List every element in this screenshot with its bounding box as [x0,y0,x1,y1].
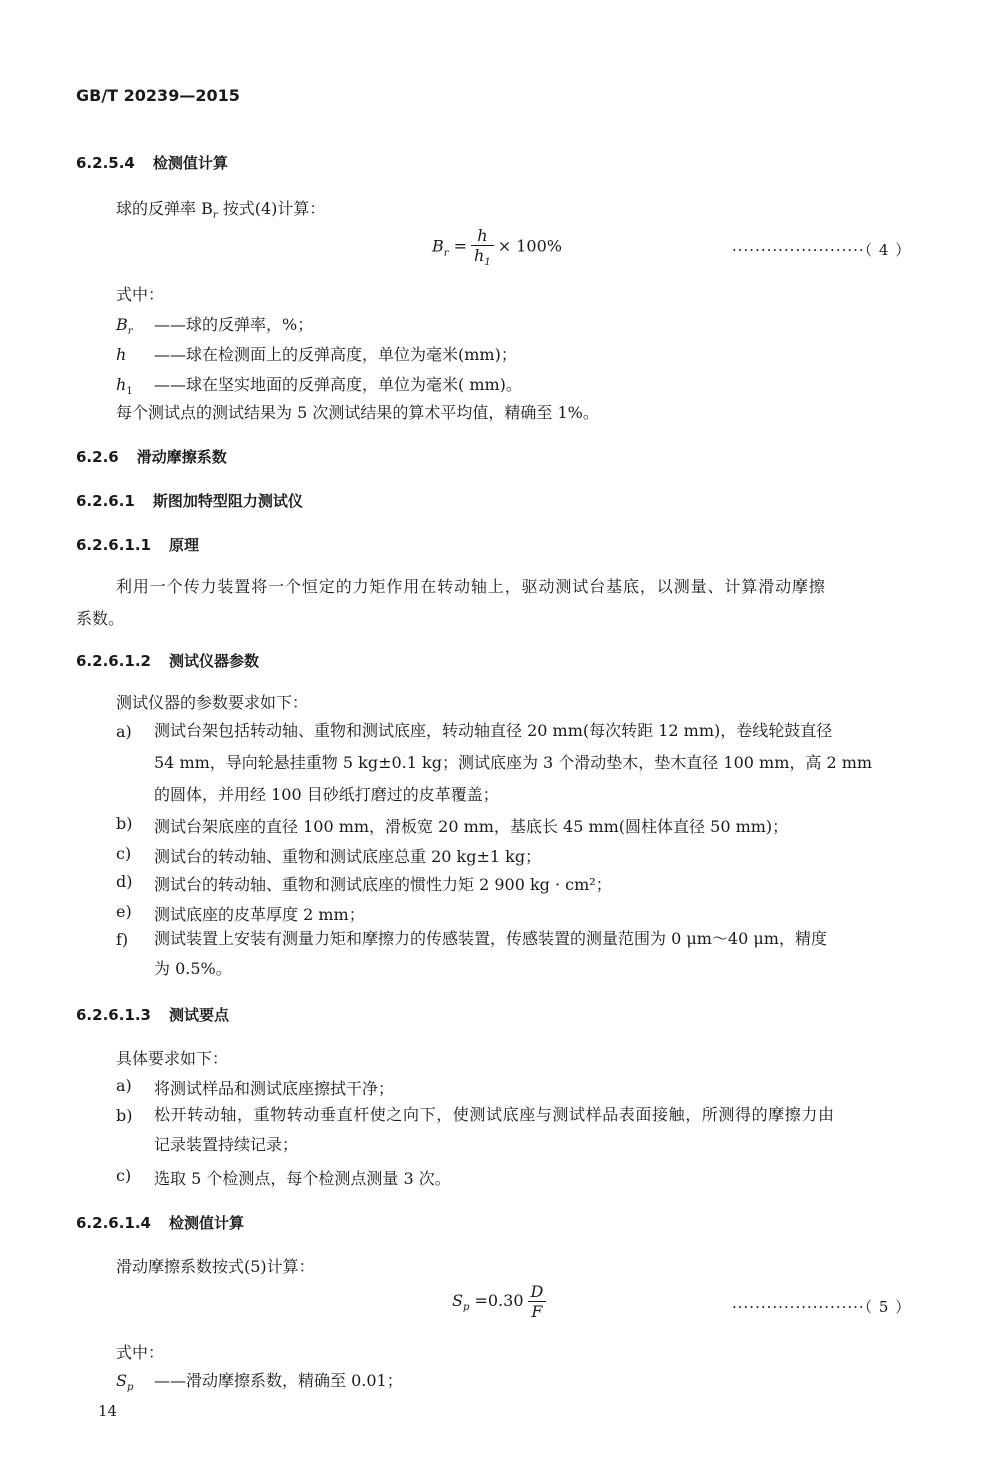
eq-equals: = [448,236,468,256]
intro-sub: r [212,210,218,222]
page-number: 14 [98,1402,118,1420]
list-item-a: a) 测试台架包括转动轴、重物和测试底座，转动轴直径 20 mm(每次转距 12 mm)，卷线轮鼓直径 54 mm，导向轮悬挂重物 5 kg±0.1 kg；测试底座为 3 个滑动垫木，垫木直径 100 mm，高 2 mm 的圆体，并用经 100 目砂纸打磨过的皮革覆盖； [116,721,873,804]
eq-lhs: B [432,236,444,256]
formula-4 [432,226,562,268]
definition-br: $B_r$ ——球的反弹率，%； [116,315,314,338]
section-title: 检测值计算 [152,154,228,172]
fraction: $\frac{D}{F}$ [528,1282,547,1321]
params-intro: 测试仪器的参数要求如下： [116,693,309,712]
average-note: 每个测试点的测试结果为 5 次测试结果的算术平均值，精确至 1%。 [116,403,599,422]
definition-sp: $S_p$ ——滑动摩擦系数，精确至 0.01； [116,1371,403,1394]
section-heading-6-2-6-1-2: 6.2.6.1.2 测试仪器参数 [76,652,259,670]
list-item-c: c) 测试台的转动轴、重物和测试底座总重 20 kg±1 kg； [116,844,542,866]
intro-rest: 按式(4)计算： [217,199,326,218]
eq-lhs-sub: r [443,247,449,259]
where-label-5: 式中： [116,1343,165,1362]
frac-denominator: $h_1$ [474,246,491,269]
list-item-e: e) 测试底座的皮革厚度 2 mm； [116,902,365,924]
intro-text: 球的反弹率 B [116,199,213,218]
formula-intro [116,196,325,221]
section-heading-6-2-6: 6.2.6 滑动摩擦系数 [76,448,227,466]
section-heading-6-2-6-1-1: 6.2.6.1.1 原理 [76,536,199,554]
req-item-c: c) 选取 5 个检测点，每个检测点测量 3 次。 [116,1166,451,1188]
principle-line-1: 利用一个传力装置将一个恒定的力矩作用在转动轴上，驱动测试台基底，以测量、计算滑动摩擦 [116,577,826,596]
formula5-intro: 滑动摩擦系数按式(5)计算： [116,1257,315,1276]
standard-number: GB/T 20239—2015 [76,86,240,105]
req-item-a: a) 将测试样品和测试底座擦拭干净； [116,1076,395,1098]
frac-numerator: h [471,226,494,246]
list-item-d: d) 测试台的转动轴、重物和测试底座的惯性力矩 2 900 kg · cm²； [116,872,612,894]
section-heading-6-2-6-1-3: 6.2.6.1.3 测试要点 [76,1006,229,1024]
section-heading-6-2-5-4 [76,152,228,173]
definition-h1: $h_1$ ——球在坚实地面的反弹高度，单位为毫米( mm)。 [116,375,522,398]
list-item-b: b) 测试台架底座的直径 100 mm，滑板宽 20 mm，基底长 45 mm(圆柱体直径 50 mm)； [116,814,789,836]
eq-rhs: × 100% [497,236,562,256]
equation-number-4: ·······················（ 4 ） [732,241,912,259]
section-heading-6-2-6-1-4: 6.2.6.1.4 检测值计算 [76,1214,244,1232]
where-label: 式中： [116,285,165,304]
formula-5: $S_p =0.30$ $\frac{D}{F}$ [452,1282,550,1321]
principle-line-2: 系数。 [76,609,125,628]
definition-h: h ——球在检测面上的反弹高度，单位为毫米(mm)； [116,345,517,364]
section-heading-6-2-6-1: 6.2.6.1 斯图加特型阻力测试仪 [76,492,303,510]
fraction [471,226,494,268]
req-item-b: b) 松开转动轴，重物转动垂直杆使之向下，使测试底座与测试样品表面接触，所测得的摩擦力由 记录装置持续记录； [116,1105,835,1154]
section-number: 6.2.5.4 [76,154,135,172]
equation-number-5: ·······················（ 5 ） [732,1298,912,1316]
requirements-intro: 具体要求如下： [116,1049,229,1068]
list-item-f: f) 测试装置上安装有测量力矩和摩擦力的传感装置，传感装置的测量范围为 0 μm～40 μm，精度 为 0.5%。 [116,929,827,978]
